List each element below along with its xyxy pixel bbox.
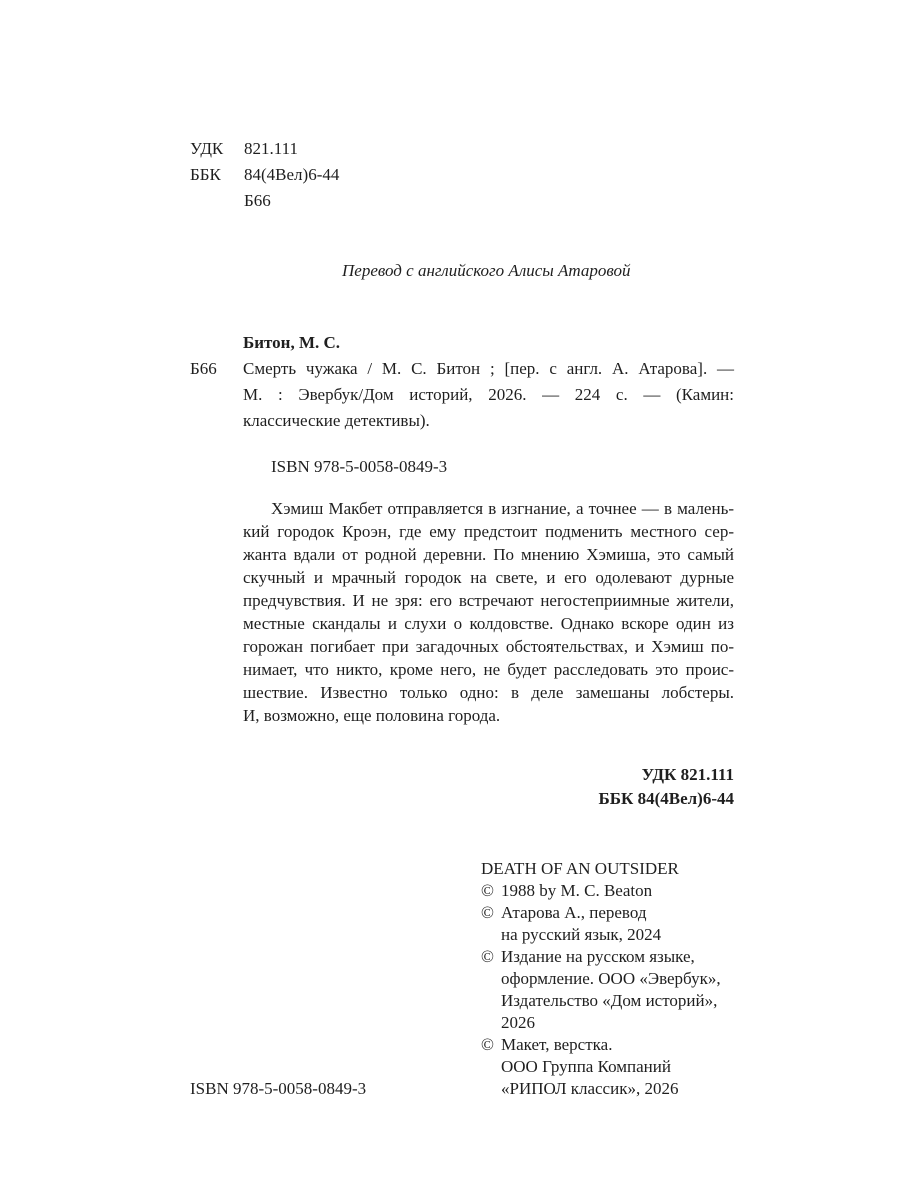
author-mark-row: [190, 190, 339, 216]
copyright-line: ООО Группа Компаний: [501, 1057, 671, 1076]
bbk-row: [190, 164, 339, 190]
udk-bold: УДК 821.111: [641, 765, 734, 784]
catalog-line-1: Смерть чужака / М. С. Битон ; [пер. с англ. А. Атарова]. —: [243, 359, 734, 378]
udk-label: УДК: [190, 139, 224, 158]
classification-codes: [190, 138, 339, 216]
catalog-line-2: М. : Эвербук/Дом историй, 2026. — 224 с. — (Камин:: [243, 385, 734, 404]
copyright-line: 2026: [501, 1013, 535, 1032]
udk-value: 821.111: [244, 139, 298, 158]
bbk-bold: ББК 84(4Вел)6-44: [598, 789, 734, 808]
bbk-label: ББК: [190, 165, 221, 184]
copyright-line: на русский язык, 2024: [501, 925, 662, 944]
copyright-line: Атарова А., перевод: [501, 903, 647, 922]
annotation-line: горожан погибает при загадочных обстоятельствах, и Хэмиш по-: [243, 637, 734, 656]
copyright-line: «РИПОЛ классик», 2026: [501, 1079, 679, 1098]
catalog-line-3: классические детективы).: [243, 411, 430, 430]
copyright-symbol: ©: [481, 947, 494, 966]
catalog-description: [243, 358, 734, 436]
author-heading: Битон, М. С.: [243, 333, 341, 352]
copyright-item: [481, 946, 741, 1034]
copyright-line: оформление. ООО «Эвербук»,: [501, 969, 721, 988]
translation-credit: Перевод с английского Алисы Атаровой: [342, 261, 631, 280]
copyright-item: [481, 902, 741, 946]
copyright-item: [481, 880, 741, 902]
copyright-symbol: ©: [481, 1035, 494, 1054]
annotation: [243, 498, 734, 728]
original-title: DEATH OF AN OUTSIDER: [481, 859, 679, 878]
annotation-line: шествие. Известно только одно: в деле замешаны лобстеры.: [243, 683, 734, 702]
annotation-line: жанта вдали от родной деревни. По мнению Хэмиша, это самый: [243, 545, 734, 564]
annotation-line: И, возможно, еще половина города.: [243, 706, 501, 725]
annotation-line: местные скандалы и слухи о колдовстве. Однако вскоре один из: [243, 614, 734, 633]
classification-bold: [500, 764, 734, 812]
copyright-line: Издательство «Дом историй»,: [501, 991, 718, 1010]
copyright-line: Издание на русском языке,: [501, 947, 695, 966]
annotation-line: предчувствия. И не зря: его встречают негостеприимные жители,: [243, 591, 734, 610]
copyright-item: [481, 1034, 741, 1100]
catalog-author-mark: Б66: [190, 359, 217, 378]
copyright-line: Макет, верстка.: [501, 1035, 613, 1054]
bbk-value: 84(4Вел)6-44: [244, 165, 340, 184]
copyright-symbol: ©: [481, 881, 494, 900]
annotation-line: Хэмиш Макбет отправляется в изгнание, а точнее — в малень-: [271, 499, 734, 518]
copyright-line: 1988 by M. C. Beaton: [501, 881, 653, 900]
copyright-symbol: ©: [481, 903, 494, 922]
annotation-line: кий городок Кроэн, где ему предстоит подменить местного сер-: [243, 522, 734, 541]
annotation-line: нимает, что никто, кроме него, не будет расследовать это проис-: [243, 660, 734, 679]
author-mark: Б66: [244, 191, 271, 210]
catalog-isbn: ISBN 978-5-0058-0849-3: [271, 457, 448, 476]
footer-isbn: ISBN 978-5-0058-0849-3: [190, 1079, 367, 1098]
copyright-block: [481, 858, 741, 1100]
annotation-line: скучный и мрачный городок на свете, и его одолевают дурные: [243, 568, 734, 587]
udk-row: [190, 138, 339, 164]
